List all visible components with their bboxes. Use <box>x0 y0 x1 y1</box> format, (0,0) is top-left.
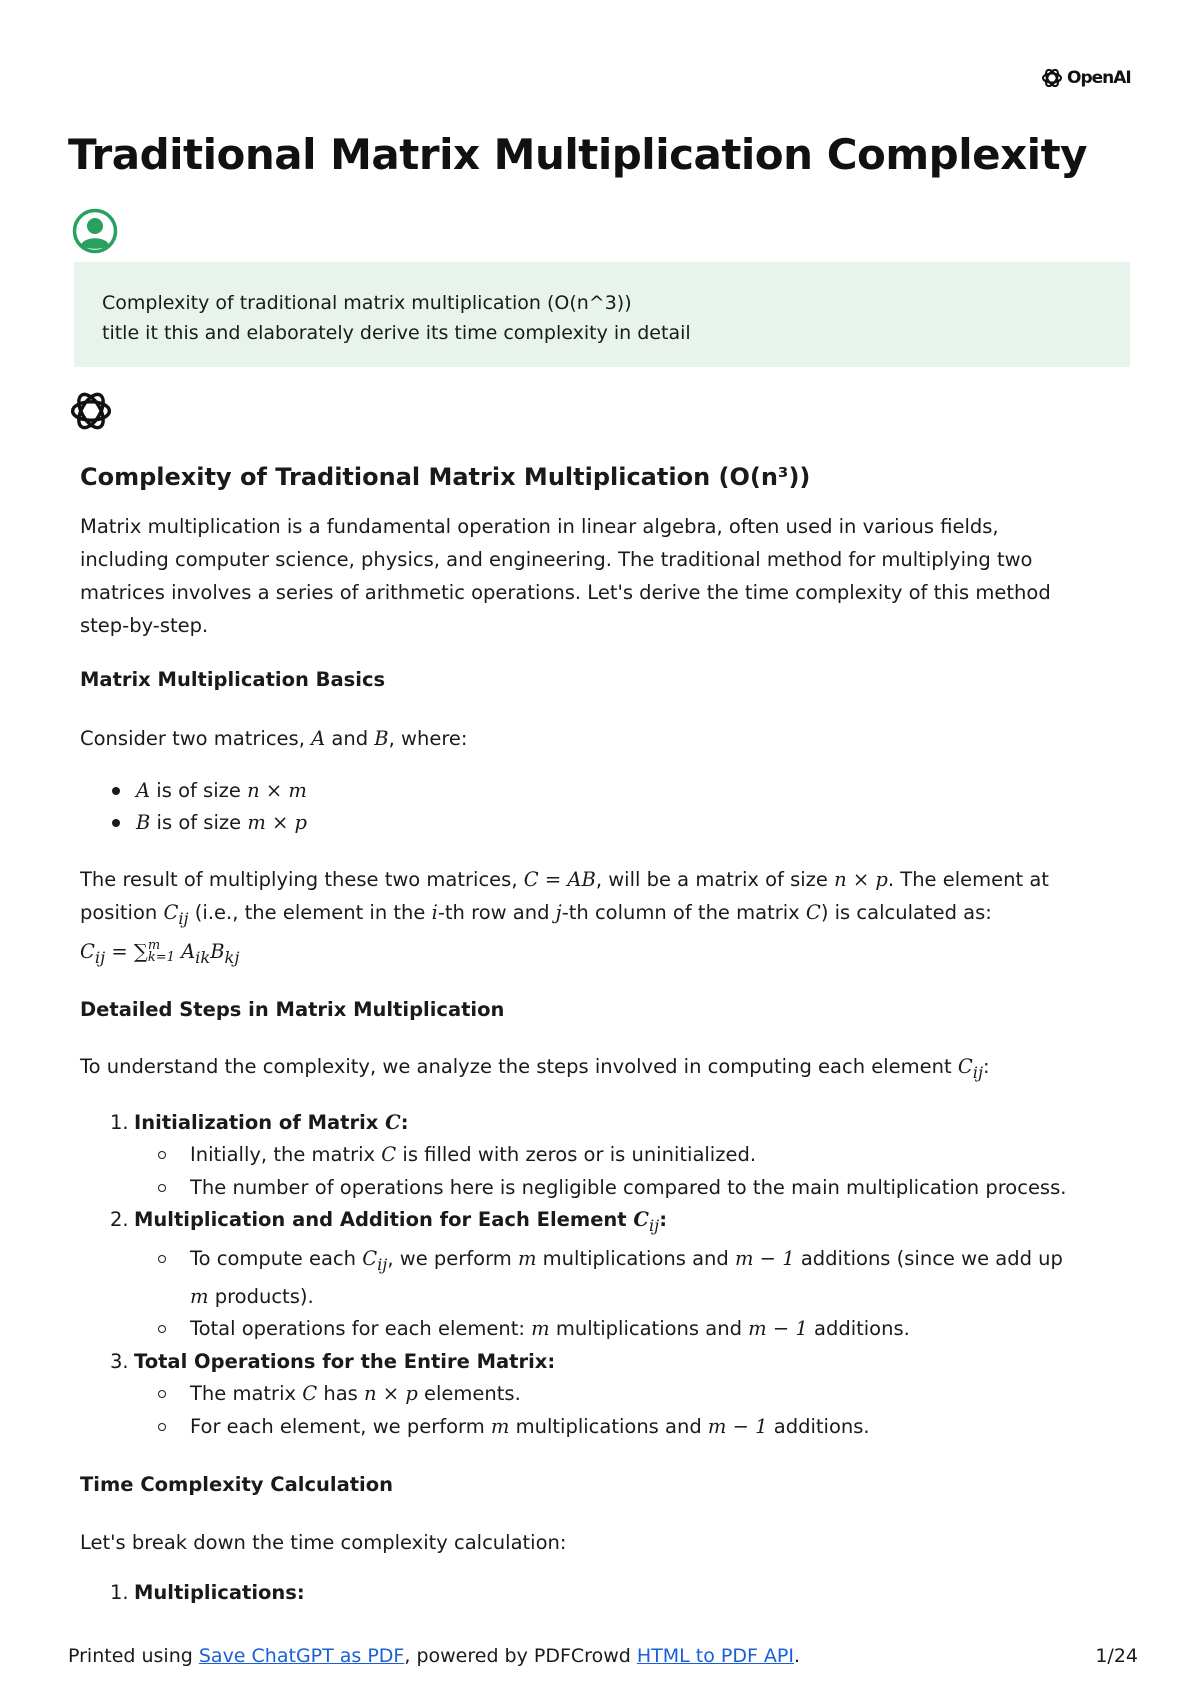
user-message-line: Complexity of traditional matrix multiplication (O(n^3)) <box>102 292 632 314</box>
print-footer: Printed using Save ChatGPT as PDF, powered by PDFCrowd HTML to PDF API. <box>68 1645 801 1667</box>
answer-heading: Complexity of Traditional Matrix Multiplication (O(n³)) <box>80 463 811 491</box>
time-list <box>80 1577 1130 1609</box>
user-message-line: title it this and elaborately derive its time complexity in detail <box>102 322 691 344</box>
page-title: Traditional Matrix Multiplication Complexity <box>68 130 1088 179</box>
user-avatar-icon <box>72 208 118 254</box>
page-number: 1/24 <box>1095 1645 1138 1667</box>
user-message <box>74 262 1130 367</box>
list-item: B is of size m × p <box>80 807 1130 839</box>
list-item: 1. Initialization of Matrix C: <box>110 1110 409 1134</box>
list-item: 1. Multiplications: <box>110 1581 305 1605</box>
html-to-pdf-link[interactable]: HTML to PDF API <box>636 1645 794 1667</box>
assistant-answer <box>80 458 1130 1609</box>
formula: $C_{ij}$ = ∑ m k=1 $A_{ik}B_{kj}$ <box>80 938 240 967</box>
list-item: For each element, we perform m multiplications and m − 1 additions. <box>80 1411 1130 1444</box>
intro-line: step-by-step. <box>80 614 209 637</box>
list-item: Initially, the matrix C is filled with zeros or is uninitialized. <box>80 1139 1130 1172</box>
steps-list <box>80 1107 1130 1444</box>
matrix-size-list <box>80 775 1130 839</box>
section-heading-steps: Detailed Steps in Matrix Multiplication <box>80 997 505 1021</box>
section-heading-basics: Matrix Multiplication Basics <box>80 668 386 691</box>
section-heading-time: Time Complexity Calculation <box>80 1473 394 1497</box>
list-item: 3. Total Operations for the Entire Matrix: <box>110 1349 556 1373</box>
result-line: The result of multiplying these two matrices, C = AB, will be a matrix of size n × p. The element at <box>80 868 1049 891</box>
list-item: A is of size n × m <box>80 775 1130 807</box>
intro-paragraph <box>80 510 1130 642</box>
intro-line: including computer science, physics, and engineering. The traditional method for multiplying two <box>80 548 1033 571</box>
time-intro: Let's break down the time complexity calculation: <box>80 1531 567 1555</box>
result-paragraph <box>80 863 1130 974</box>
consider-paragraph: Consider two matrices, A and B, where: <box>80 727 468 750</box>
openai-logo <box>1040 66 1131 90</box>
result-line: position $C_{ij}$ (i.e., the element in the i-th row and j-th column of the matrix C) is calculated as: <box>80 901 992 928</box>
logo-text: OpenAI <box>1067 68 1131 88</box>
intro-line: matrices involves a series of arithmetic operations. Let's derive the time complexity of this method <box>80 581 1051 604</box>
save-chatgpt-link[interactable]: Save ChatGPT as PDF <box>198 1645 405 1667</box>
list-item-continuation: m products). <box>190 1284 314 1308</box>
list-item: 2. Multiplication and Addition for Each Element $C_{ij}$: <box>110 1208 668 1236</box>
list-item: The matrix C has n × p elements. <box>80 1378 1130 1411</box>
chatgpt-icon <box>68 388 114 434</box>
intro-line: Matrix multiplication is a fundamental operation in linear algebra, often used in various fields, <box>80 515 999 538</box>
list-item: Total operations for each element: m multiplications and m − 1 additions. <box>80 1313 1130 1346</box>
steps-intro: To understand the complexity, we analyze the steps involved in computing each element $C_{ij}$: <box>80 1054 990 1082</box>
openai-icon <box>1040 66 1064 90</box>
list-item: To compute each $C_{ij}$, we perform m multiplications and m − 1 additions (since we add up <box>80 1243 1130 1281</box>
list-item: The number of operations here is negligible compared to the main multiplication process. <box>80 1172 1130 1205</box>
